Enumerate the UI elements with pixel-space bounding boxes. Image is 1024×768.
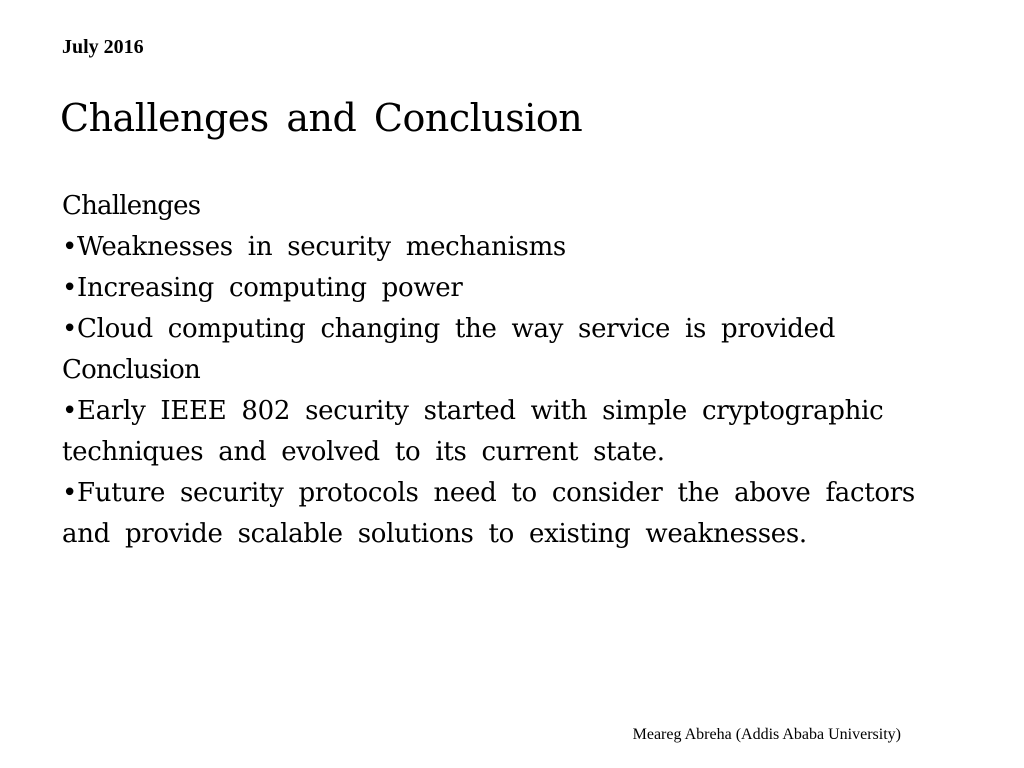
challenge-item-2-text: Increasing computing power (77, 273, 463, 303)
bullet-glyph: • (62, 396, 78, 426)
conclusion-item-2-text: Future security protocols need to consider the above factors and provide scalable solutions to existing weaknesses. (62, 478, 915, 549)
slide-date: July 2016 (62, 36, 144, 58)
challenge-item-1 (62, 227, 962, 268)
conclusion-heading: Conclusion (62, 355, 200, 385)
bullet-glyph: • (62, 273, 78, 303)
bullet-glyph: • (62, 478, 78, 508)
conclusion-item-1-text: Early IEEE 802 security started with simple cryptographic techniques and evolved to its current state. (62, 396, 884, 467)
conclusion-item-1 (62, 391, 922, 473)
slide-body (62, 186, 962, 555)
challenge-item-3 (62, 309, 962, 350)
challenge-item-2 (62, 268, 962, 309)
challenge-item-3-text: Cloud computing changing the way service is provided (77, 314, 836, 344)
conclusion-item-2 (62, 473, 922, 555)
bullet-glyph: • (62, 232, 78, 262)
slide-title: Challenges and Conclusion (60, 96, 583, 140)
challenges-heading: Challenges (62, 191, 201, 221)
slide-footer-author: Meareg Abreha (Addis Ababa University) (632, 726, 901, 743)
bullet-glyph: • (62, 314, 78, 344)
challenge-item-1-text: Weaknesses in security mechanisms (77, 232, 566, 262)
